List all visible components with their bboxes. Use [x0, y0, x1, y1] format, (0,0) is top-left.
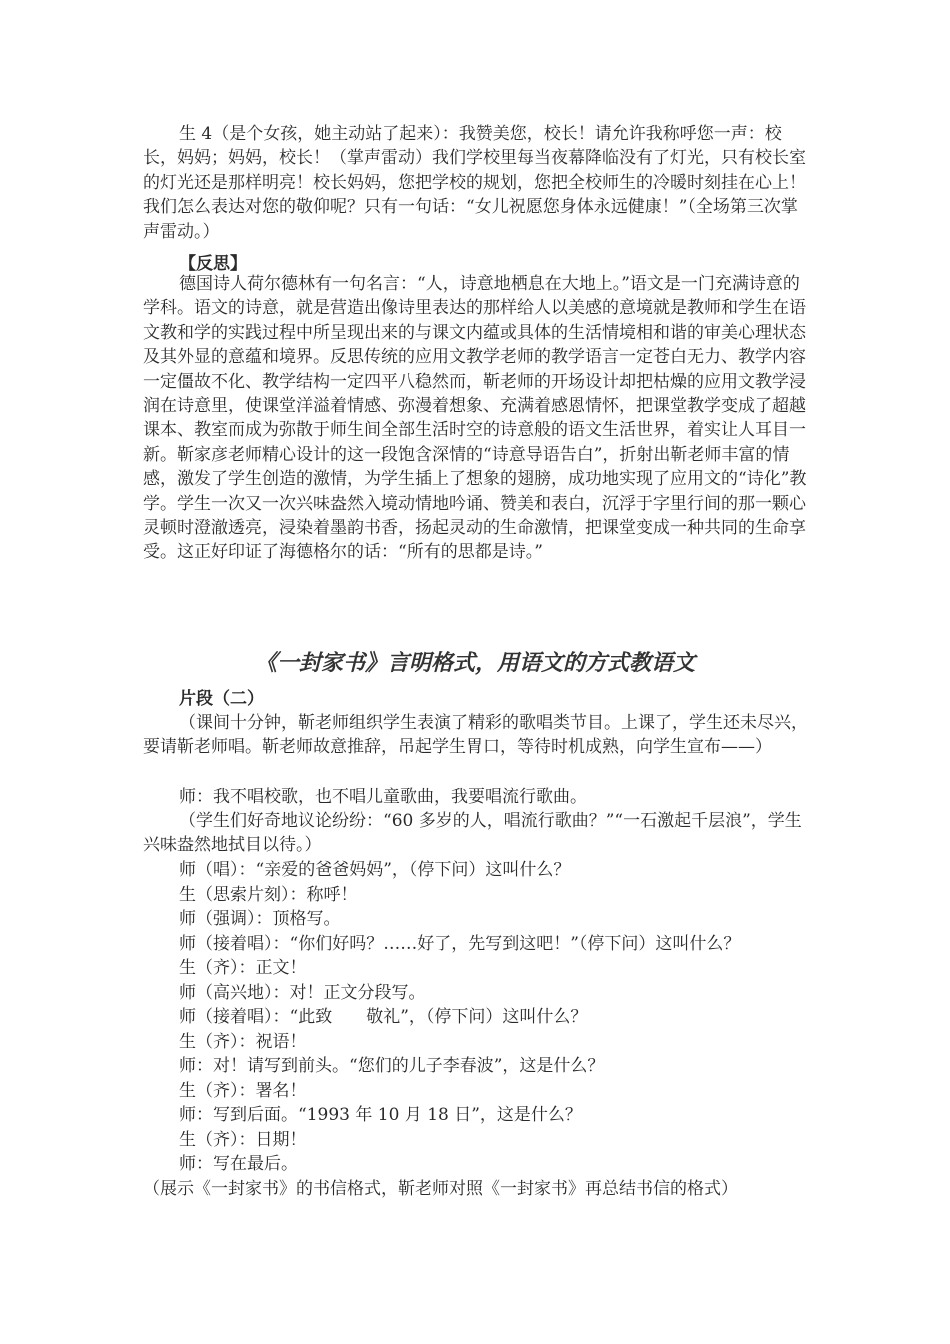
dialogue-line: 师：写到后面。“1993 年 10 月 18 日”，这是什么？ — [179, 1105, 582, 1125]
dialogue-line: 生（齐）：祝语！ — [179, 1032, 307, 1052]
dialogue-line: 生（齐）：署名！ — [179, 1081, 307, 1101]
closing-note: （展示《一封家书》的书信格式，靳老师对照《一封家书》再总结书信的格式） — [143, 1179, 738, 1199]
dialogue-line: 师：对！请写到前头。“您们的儿子李春波”，这是什么？ — [179, 1056, 605, 1076]
dialogue-line: 师（唱）：“亲爱的爸爸妈妈”，（停下问）这叫什么？ — [179, 860, 571, 880]
dialogue-line: 生（思索片刻）：称呼！ — [179, 885, 358, 905]
dialogue-line: 师：写在最后。 — [179, 1154, 298, 1174]
paragraph-student4: 生 4（是个女孩，她主动站了起来）：我赞美您，校长！请允许我称呼您一声：校长，妈妈；妈妈，校长！（掌声雷动）我们学校里每当夜幕降临没有了灯光，只有校长室的灯光还是那样明亮！校长妈妈，您把学校的规划，您把全校师生的冷暖时刻挂在心上！我们怎么表达对您的敬仰呢？只有一句话：“女儿祝愿您身体永远健康！”（全场第三次掌声雷动。） — [143, 124, 806, 242]
dialogue-line: 师（接着唱）：“你们好吗？……好了，先写到这吧！”（停下问）这叫什么？ — [179, 934, 741, 954]
section-heading: 《一封家书》言明格式，用语文的方式教语文 — [254, 651, 695, 676]
fragment-label: 片段（二） — [179, 689, 264, 709]
paragraph-reflection: 德国诗人荷尔德林有一句名言：“人，诗意地栖息在大地上。”语文是一门充满诗意的学科。语文的诗意，就是营造出像诗里表达的那样给人以美感的意境就是教师和学生在语文教和学的实践过程中所呈现出来的与课文内蕴或具体的生活情境相和谐的审美心理状态及其外显的意蕴和境界。反思传统的应用文教学老师的教学语言一定苍白无力、教学内容一定僵故不化、教学结构一定四平八稳然而，靳老师的开场设计却把枯燥的应用文教学浸润在诗意里，使课堂洋溢着情感、弥漫着想象、充满着感恩情怀，把课堂教学变成了超越课本、教室而成为弥散于师生间全部生活时空的诗意般的语文生活世界，着实让人耳目一新。靳家彦老师精心设计的这一段饱含深情的“诗意导语告白”，折射出靳老师丰富的情感，激发了学生创造的激情，为学生插上了想象的翅膀，成功地实现了应用文的“诗化”教学。学生一次又一次兴味盎然入境动情地吟诵、赞美和表白，沉浮于字里行间的那一颗心灵顿时澄澈透亮，浸染着墨韵书香，扬起灵动的生命激情，把课堂变成一种共同的生命享受。这正好印证了海德格尔的话：“所有的思都是诗。” — [143, 274, 807, 563]
dialogue-line: 师（强调）：顶格写。 — [179, 909, 341, 929]
dialogue-line: 生（齐）：正文！ — [179, 958, 307, 978]
reflection-label: 【反思】 — [179, 254, 247, 274]
paragraph-students-discuss: （学生们好奇地议论纷纷：“60 多岁的人，唱流行歌曲？”“一石激起千层浪”，学生兴味盎然地拭目以待。） — [143, 811, 802, 856]
dialogue-line: 师（接着唱）：“此致 敬礼”，（停下问）这叫什么？ — [179, 1007, 588, 1027]
dialogue-line: 师（高兴地）：对！正文分段写。 — [179, 983, 426, 1003]
dialogue-line: 生（齐）：日期！ — [179, 1130, 307, 1150]
paragraph-intro: （课间十分钟，靳老师组织学生表演了精彩的歌唱类节目。上课了，学生还未尽兴，要请靳老师唱。靳老师故意推辞，吊起学生胃口，等待时机成熟，向学生宣布——） — [143, 713, 808, 758]
dialogue-line-teacher-1: 师：我不唱校歌，也不唱儿童歌曲，我要唱流行歌曲。 — [179, 787, 587, 807]
